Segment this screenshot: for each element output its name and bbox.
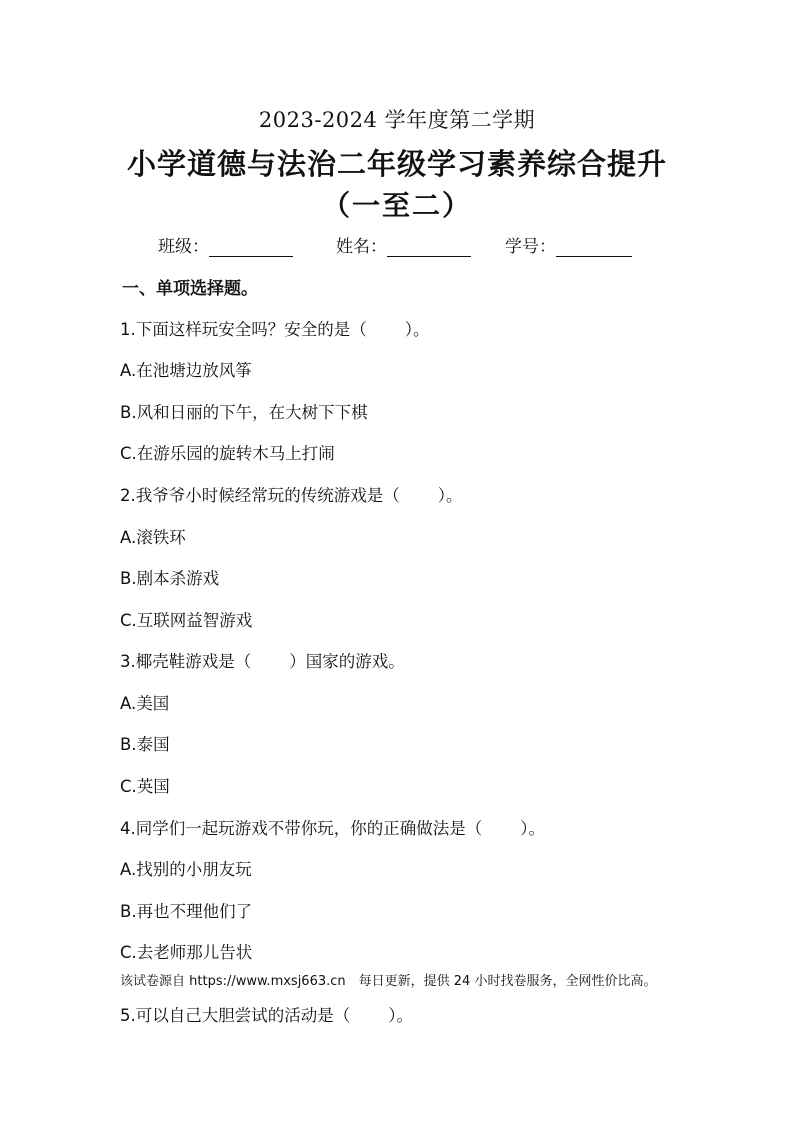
number-blank[interactable] bbox=[556, 238, 632, 257]
exam-subtitle: （一至二） bbox=[321, 189, 472, 222]
name-label: 姓名： bbox=[336, 237, 387, 257]
question-3 bbox=[120, 648, 405, 672]
question-3-stem-end: ）国家的游戏。 bbox=[289, 652, 405, 671]
option-4b: B.再也不理他们了 bbox=[120, 902, 253, 921]
source-note: 该试卷源自 https://www.mxsj663.cn 每日更新，提供 24 小时找卷服务，全网性价比高。 bbox=[120, 974, 657, 989]
class-field bbox=[158, 232, 293, 257]
question-2-stem: 2.我爷爷小时候经常玩的传统游戏是（ bbox=[120, 486, 400, 505]
option-3b: B.泰国 bbox=[120, 735, 170, 754]
question-1 bbox=[120, 316, 430, 340]
question-5 bbox=[120, 1002, 413, 1026]
question-4 bbox=[120, 815, 545, 839]
question-3-stem: 3.椰壳鞋游戏是（ bbox=[120, 652, 252, 671]
option-3c: C.英国 bbox=[120, 777, 170, 796]
option-1a: A.在池塘边放风筝 bbox=[120, 361, 252, 380]
section-title: 一、单项选择题。 bbox=[122, 279, 258, 299]
name-field bbox=[336, 232, 471, 257]
question-2-stem-end: ）。 bbox=[437, 486, 463, 505]
question-2 bbox=[120, 482, 463, 506]
question-5-stem-end: ）。 bbox=[388, 1006, 413, 1025]
number-label: 学号： bbox=[505, 237, 556, 257]
question-4-stem: 4.同学们一起玩游戏不带你玩，你的正确做法是（ bbox=[120, 819, 483, 838]
question-1-stem-end: ）。 bbox=[404, 320, 430, 339]
number-field bbox=[505, 232, 632, 257]
option-2a: A.滚铁环 bbox=[120, 528, 186, 547]
option-1c: C.在游乐园的旋转木马上打闹 bbox=[120, 444, 335, 463]
option-4a: A.找别的小朋友玩 bbox=[120, 860, 252, 879]
option-2c: C.互联网益智游戏 bbox=[120, 611, 253, 630]
name-blank[interactable] bbox=[387, 238, 471, 257]
question-5-stem: 5.可以自己大胆尝试的活动是（ bbox=[120, 1006, 351, 1025]
option-1b: B.风和日丽的下午，在大树下下棋 bbox=[120, 403, 368, 422]
option-4c: C.去老师那儿告状 bbox=[120, 943, 253, 962]
question-4-stem-end: ）。 bbox=[520, 819, 545, 838]
class-label: 班级： bbox=[158, 237, 209, 257]
exam-title: 小学道德与法治二年级学习素养综合提升 bbox=[126, 147, 667, 181]
question-1-stem: 1.下面这样玩安全吗？安全的是（ bbox=[120, 320, 367, 339]
class-blank[interactable] bbox=[209, 238, 293, 257]
option-2b: B.剧本杀游戏 bbox=[120, 569, 220, 588]
exam-term: 2023-2024 学年度第二学期 bbox=[258, 108, 536, 132]
option-3a: A.美国 bbox=[120, 694, 170, 713]
